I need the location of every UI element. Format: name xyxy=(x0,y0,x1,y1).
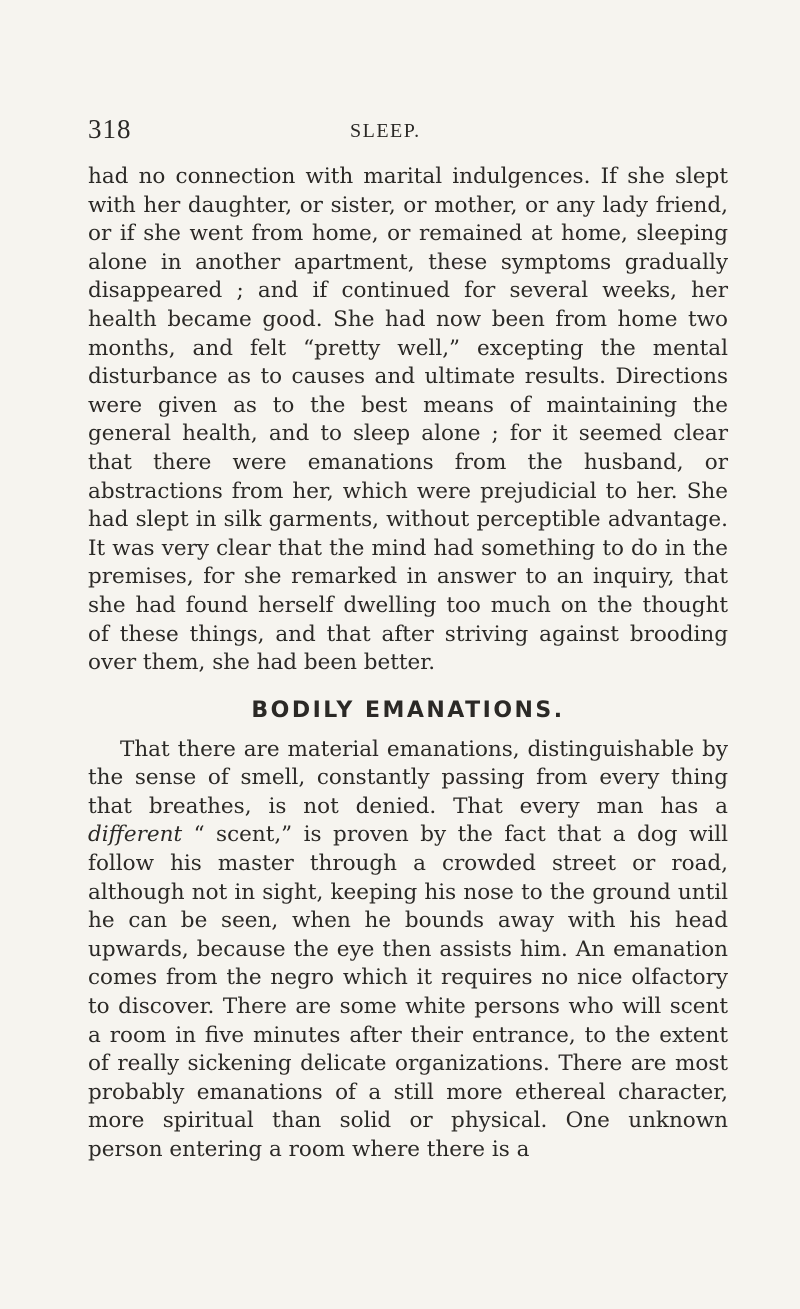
running-head: SLEEP. xyxy=(350,120,421,142)
section-heading: BODILY EMANATIONS. xyxy=(251,697,565,723)
page-header xyxy=(88,114,728,148)
emphasized-word: different xyxy=(88,822,183,848)
page-number: 318 xyxy=(88,114,132,144)
paragraph-text-start: That there are material emanations, distinguishable by the sense of smell, constantly passing from every thing that breathes, is not denied. That every man has a xyxy=(88,736,728,819)
paragraph-bodily-emanations xyxy=(88,736,728,1165)
body-text xyxy=(88,163,728,1165)
paragraph-continued: had no connection with marital indulgences. If she slept with her daughter, or sister, or mother, or any lady friend, or if she went from home, or remained at home, sleeping alone in another apartment, these symptoms gradually disappeared ; and if continued for several weeks, her health became good. She had now been from home two months, and felt “pretty well,” excepting the mental disturbance as to causes and ultimate results. Directions were given as to the best means of maintaining the general health, and to sleep alone ; for it seemed clear that there were emanations from the husband, or abstractions from her, which were prejudicial to her. She had slept in silk garments, without perceptible advantage. It was very clear that the mind had something to do in the premises, for she remarked in answer to an inquiry, that she had found herself dwelling too much on the thought of these things, and that after striving against brooding over them, she had been better. xyxy=(88,164,728,676)
paragraph-text-end: “ scent,” is proven by the fact that a dog will follow his master through a crowded street or road, although not in sight, keeping his nose to the ground until he can be seen, when he bounds away with his head upwards, because the eye then assists him. An emanation comes from the negro which it requires no nice olfactory to discover. There are some white persons who will scent a room in five minutes after their entrance, to the extent of really sickening delicate organizations. There are most probably emanations of a still more ethereal character, more spiritual than solid or physical. One unknown person entering a room where there is a xyxy=(88,822,728,1162)
